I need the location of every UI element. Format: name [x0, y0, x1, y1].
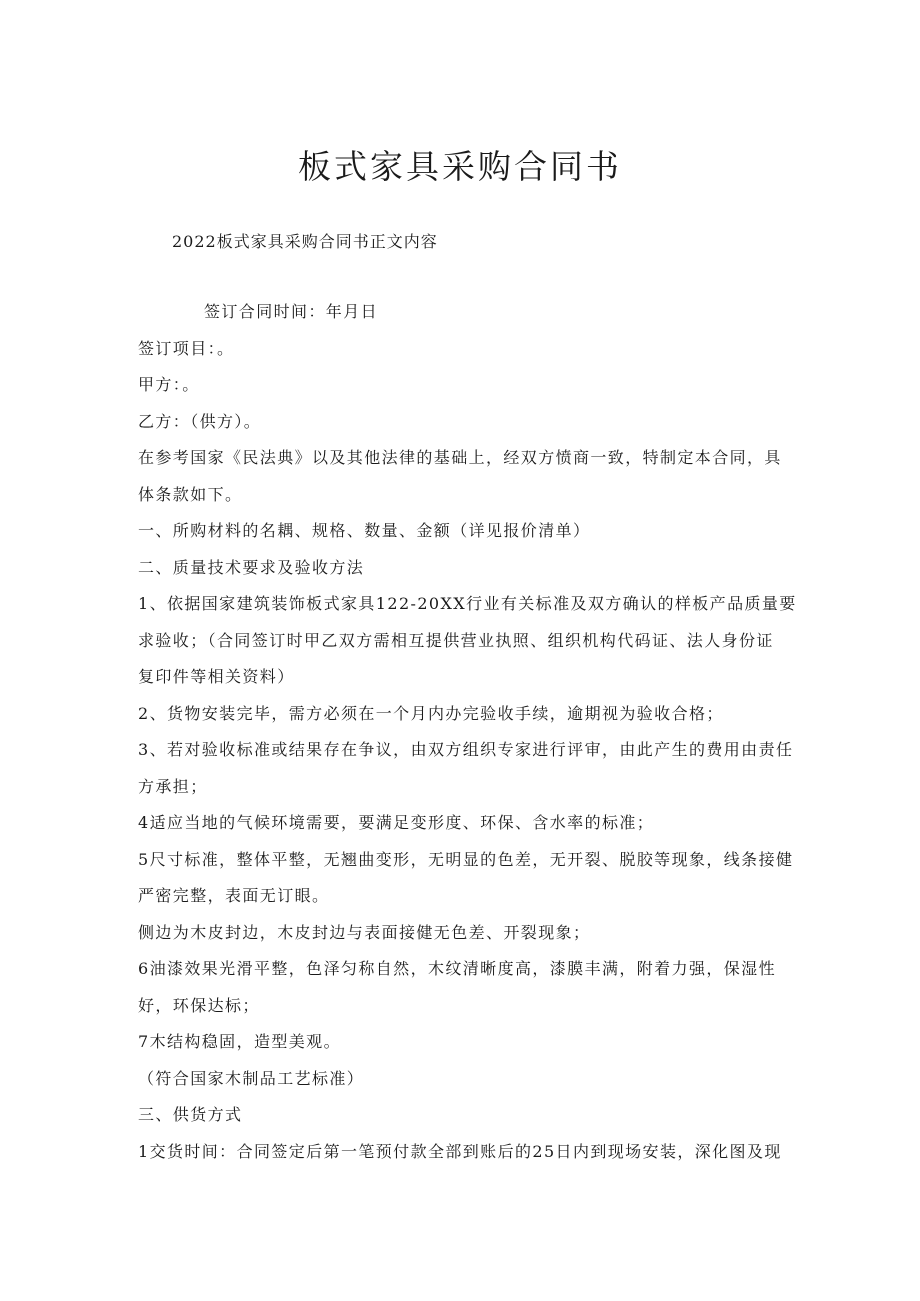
clause-6-line-1: 6油漆效果光滑平整，色泽匀称自然，木纹清晰度高，漆膜丰满，附着力强，保湿性: [138, 959, 776, 978]
section-heading-1: 一、所购材料的名耦、规格、数量、金额（详见报价清单）: [138, 521, 591, 540]
clause-5-line-2: 严密完整，表面无订眼。: [138, 886, 330, 905]
document-title: 板式家具采购合同书: [298, 147, 622, 186]
section-heading-3: 三、供货方式: [138, 1105, 243, 1124]
clause-7-line: 7木结构稳固，造型美观。: [138, 1032, 341, 1051]
clause-6-line-2: 好，环保达标；: [138, 995, 260, 1015]
clause-5-line-1: 5尺寸标准，整体平整，无翘曲变形，无明显的色差，无开裂、脱胶等现象，线条接健: [138, 849, 794, 869]
delivery-clause-line-1: 1交货时间：合同签定后第一笔预付款全部到账后的25日内到现场安装，深化图及现: [138, 1141, 782, 1161]
standard-note-line: （符合国家木制品工艺标准）: [138, 1068, 365, 1088]
clause-2-line: 2、货物安装完毕，需方必须在一个月内办完验收手续，逾期视为验收合格；: [138, 703, 724, 723]
clause-3-line-1: 3、若对验收标准或结果存在争议，由双方组织专家进行评审，由此产生的费用由责任: [138, 740, 794, 759]
clause-4-line: 4适应当地的气候环境需要，要满足变形度、环保、含水率的标准；: [138, 813, 655, 832]
preamble-line-1: 在参考国家《民法典》以及其他法律的基础上，经双方愤商一致，特制定本合同，具: [138, 448, 782, 467]
clause-3-line-2: 方承担；: [138, 776, 208, 796]
signing-project-line: 签订项目：。: [138, 338, 235, 358]
clause-1-line-3: 复印件等相关资料）: [138, 667, 295, 686]
section-heading-2: 二、质量技术要求及验收方法: [138, 557, 365, 577]
edge-banding-line: 侧边为木皮封边，木皮封边与表面接健无色差、开裂现象；: [138, 922, 591, 942]
contract-body: [138, 294, 797, 1170]
clause-1-line-2: 求验收；（合同签订时甲乙双方需相互提供营业执照、组织机构代码证、法人身份证: [138, 630, 774, 650]
signing-date-line: 签订合同时间：年月日: [204, 302, 379, 321]
document-subtitle: 2022板式家具采购合同书正文内容: [172, 232, 438, 251]
party-a-line: 甲方：。: [138, 375, 200, 394]
preamble-line-2: 体条款如下。: [138, 484, 243, 504]
party-b-line: 乙方：（供方）。: [138, 411, 262, 431]
clause-1-line-1: 1、依据国家建筑装饰板式家具122-20XX行业有关标准及双方确认的样板产品质量要: [138, 594, 797, 613]
